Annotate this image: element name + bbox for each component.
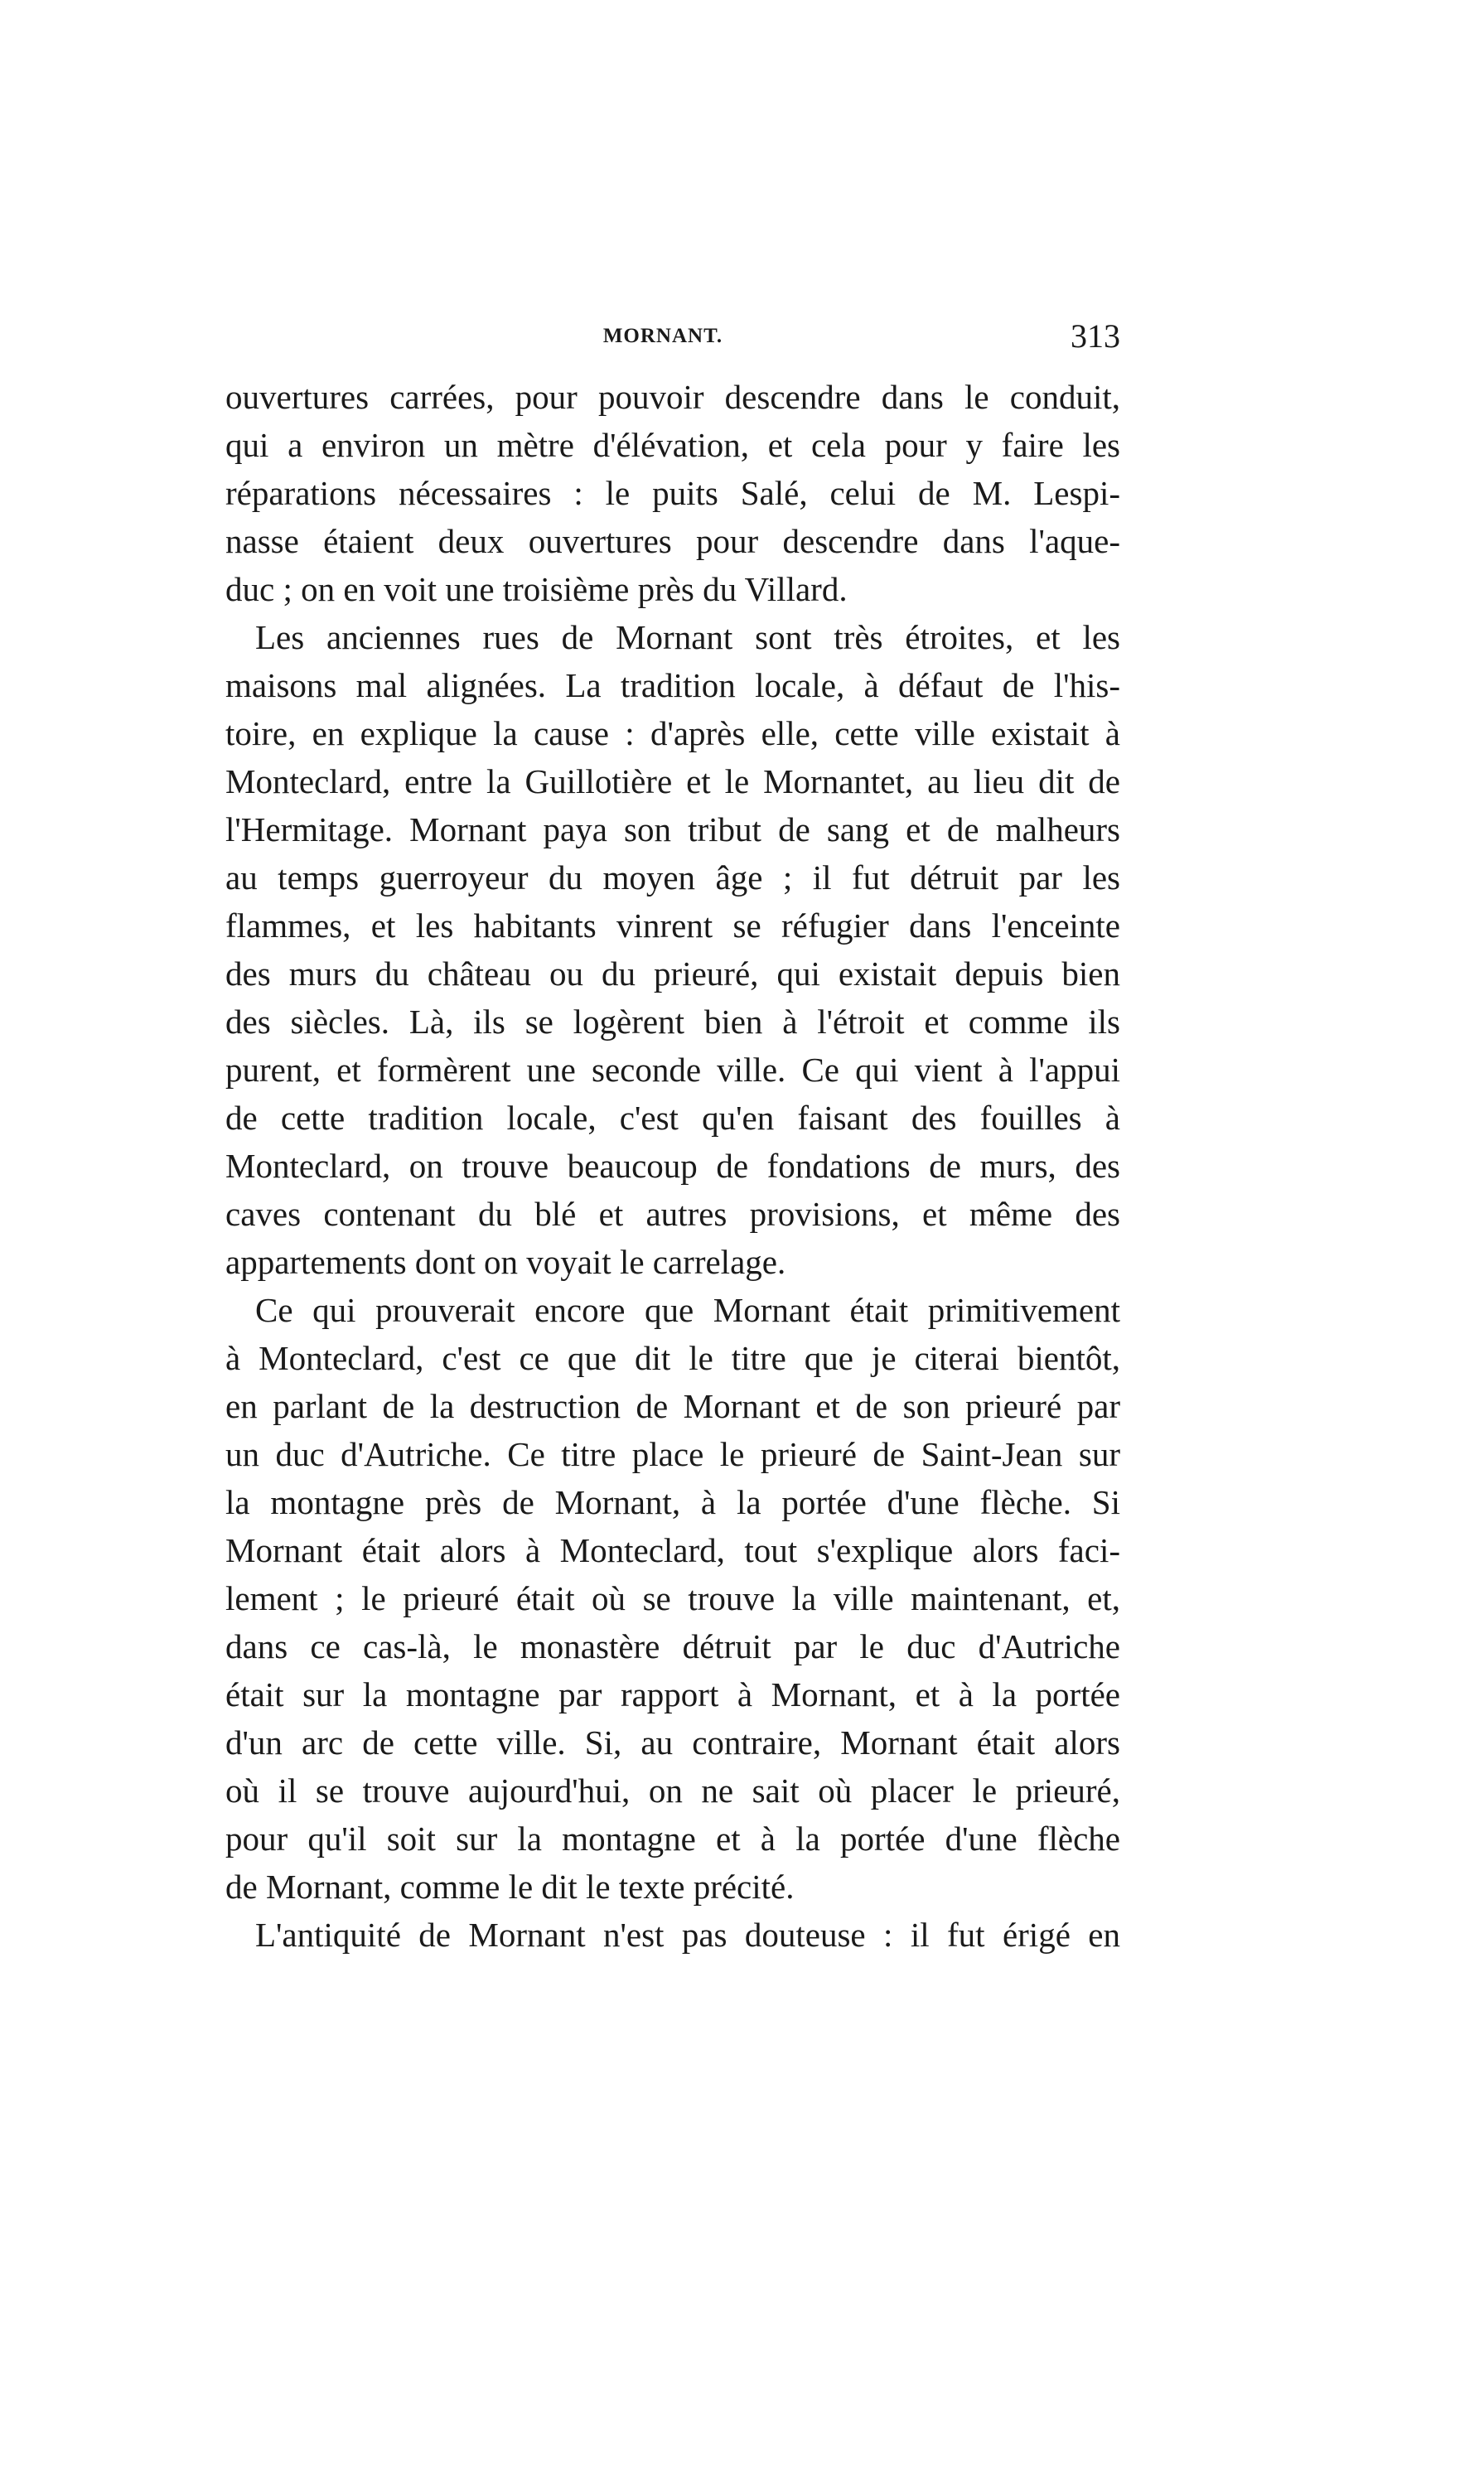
text-line: Les anciennes rues de Mornant sont très étroites, et les [255, 618, 1120, 656]
text-line: l'Hermitage. Mornant paya son tribut de sang et de malheurs [225, 810, 1120, 848]
text-line: était sur la montagne par rapport à Mornant, et à la portée [225, 1675, 1120, 1713]
text-line: toire, en explique la cause : d'après elle, cette ville existait à [225, 714, 1120, 752]
text-line: ouvertures carrées, pour pouvoir descendre dans le conduit, [225, 378, 1120, 416]
text-line: L'antiquité de Mornant n'est pas douteuse : il fut érigé en [255, 1916, 1120, 1954]
text-line: purent, et formèrent une seconde ville. Ce qui vient à l'appui [225, 1051, 1120, 1089]
text-line: qui a environ un mètre d'élévation, et cela pour y faire les [225, 426, 1120, 464]
text-line: Mornant était alors à Monteclard, tout s'explique alors faci- [225, 1531, 1120, 1569]
text-line: Monteclard, on trouve beaucoup de fondations de murs, des [225, 1147, 1120, 1185]
text-line: flammes, et les habitants vinrent se réfugier dans l'enceinte [225, 906, 1120, 945]
text-line: nasse étaient deux ouvertures pour descendre dans l'aque- [225, 522, 1120, 560]
text-line: pour qu'il soit sur la montagne et à la portée d'une flèche [225, 1820, 1120, 1858]
running-head-title: MORNANT. [602, 325, 723, 347]
text-line: de Mornant, comme le dit le texte précité. [225, 1868, 795, 1906]
text-line: d'un arc de cette ville. Si, au contraire, Mornant était alors [225, 1723, 1120, 1762]
page-number: 313 [1071, 317, 1120, 355]
text-line: Ce qui prouverait encore que Mornant était primitivement [255, 1291, 1120, 1329]
text-line: de cette tradition locale, c'est qu'en faisant des fouilles à [225, 1099, 1120, 1137]
text-line: à Monteclard, c'est ce que dit le titre que je citerai bientôt, [225, 1339, 1120, 1377]
text-line: duc ; on en voit une troisième près du Villard. [225, 570, 848, 608]
text-line: un duc d'Autriche. Ce titre place le prieuré de Saint-Jean sur [225, 1435, 1120, 1473]
text-line: la montagne près de Mornant, à la portée d'une flèche. Si [225, 1483, 1120, 1521]
text-line: où il se trouve aujourd'hui, on ne sait où placer le prieuré, [225, 1771, 1120, 1810]
text-line: caves contenant du blé et autres provisions, et même des [225, 1195, 1120, 1233]
text-line: lement ; le prieuré était où se trouve la ville maintenant, et, [225, 1579, 1120, 1617]
text-line: maisons mal alignées. La tradition locale, à défaut de l'his- [225, 666, 1120, 704]
text-line: des siècles. Là, ils se logèrent bien à l'étroit et comme ils [225, 1003, 1120, 1041]
body-text [225, 373, 1120, 1959]
text-line: au temps guerroyeur du moyen âge ; il fut détruit par les [225, 858, 1120, 897]
text-line: réparations nécessaires : le puits Salé, celui de M. Lespi- [225, 474, 1120, 512]
running-head [0, 317, 1484, 358]
text-line: en parlant de la destruction de Mornant et de son prieuré par [225, 1387, 1120, 1425]
text-line: des murs du château ou du prieuré, qui existait depuis bien [225, 955, 1120, 993]
text-line: dans ce cas-là, le monastère détruit par le duc d'Autriche [225, 1627, 1120, 1665]
text-line: appartements dont on voyait le carrelage. [225, 1243, 786, 1281]
text-line: Monteclard, entre la Guillotière et le Mornantet, au lieu dit de [225, 762, 1120, 800]
